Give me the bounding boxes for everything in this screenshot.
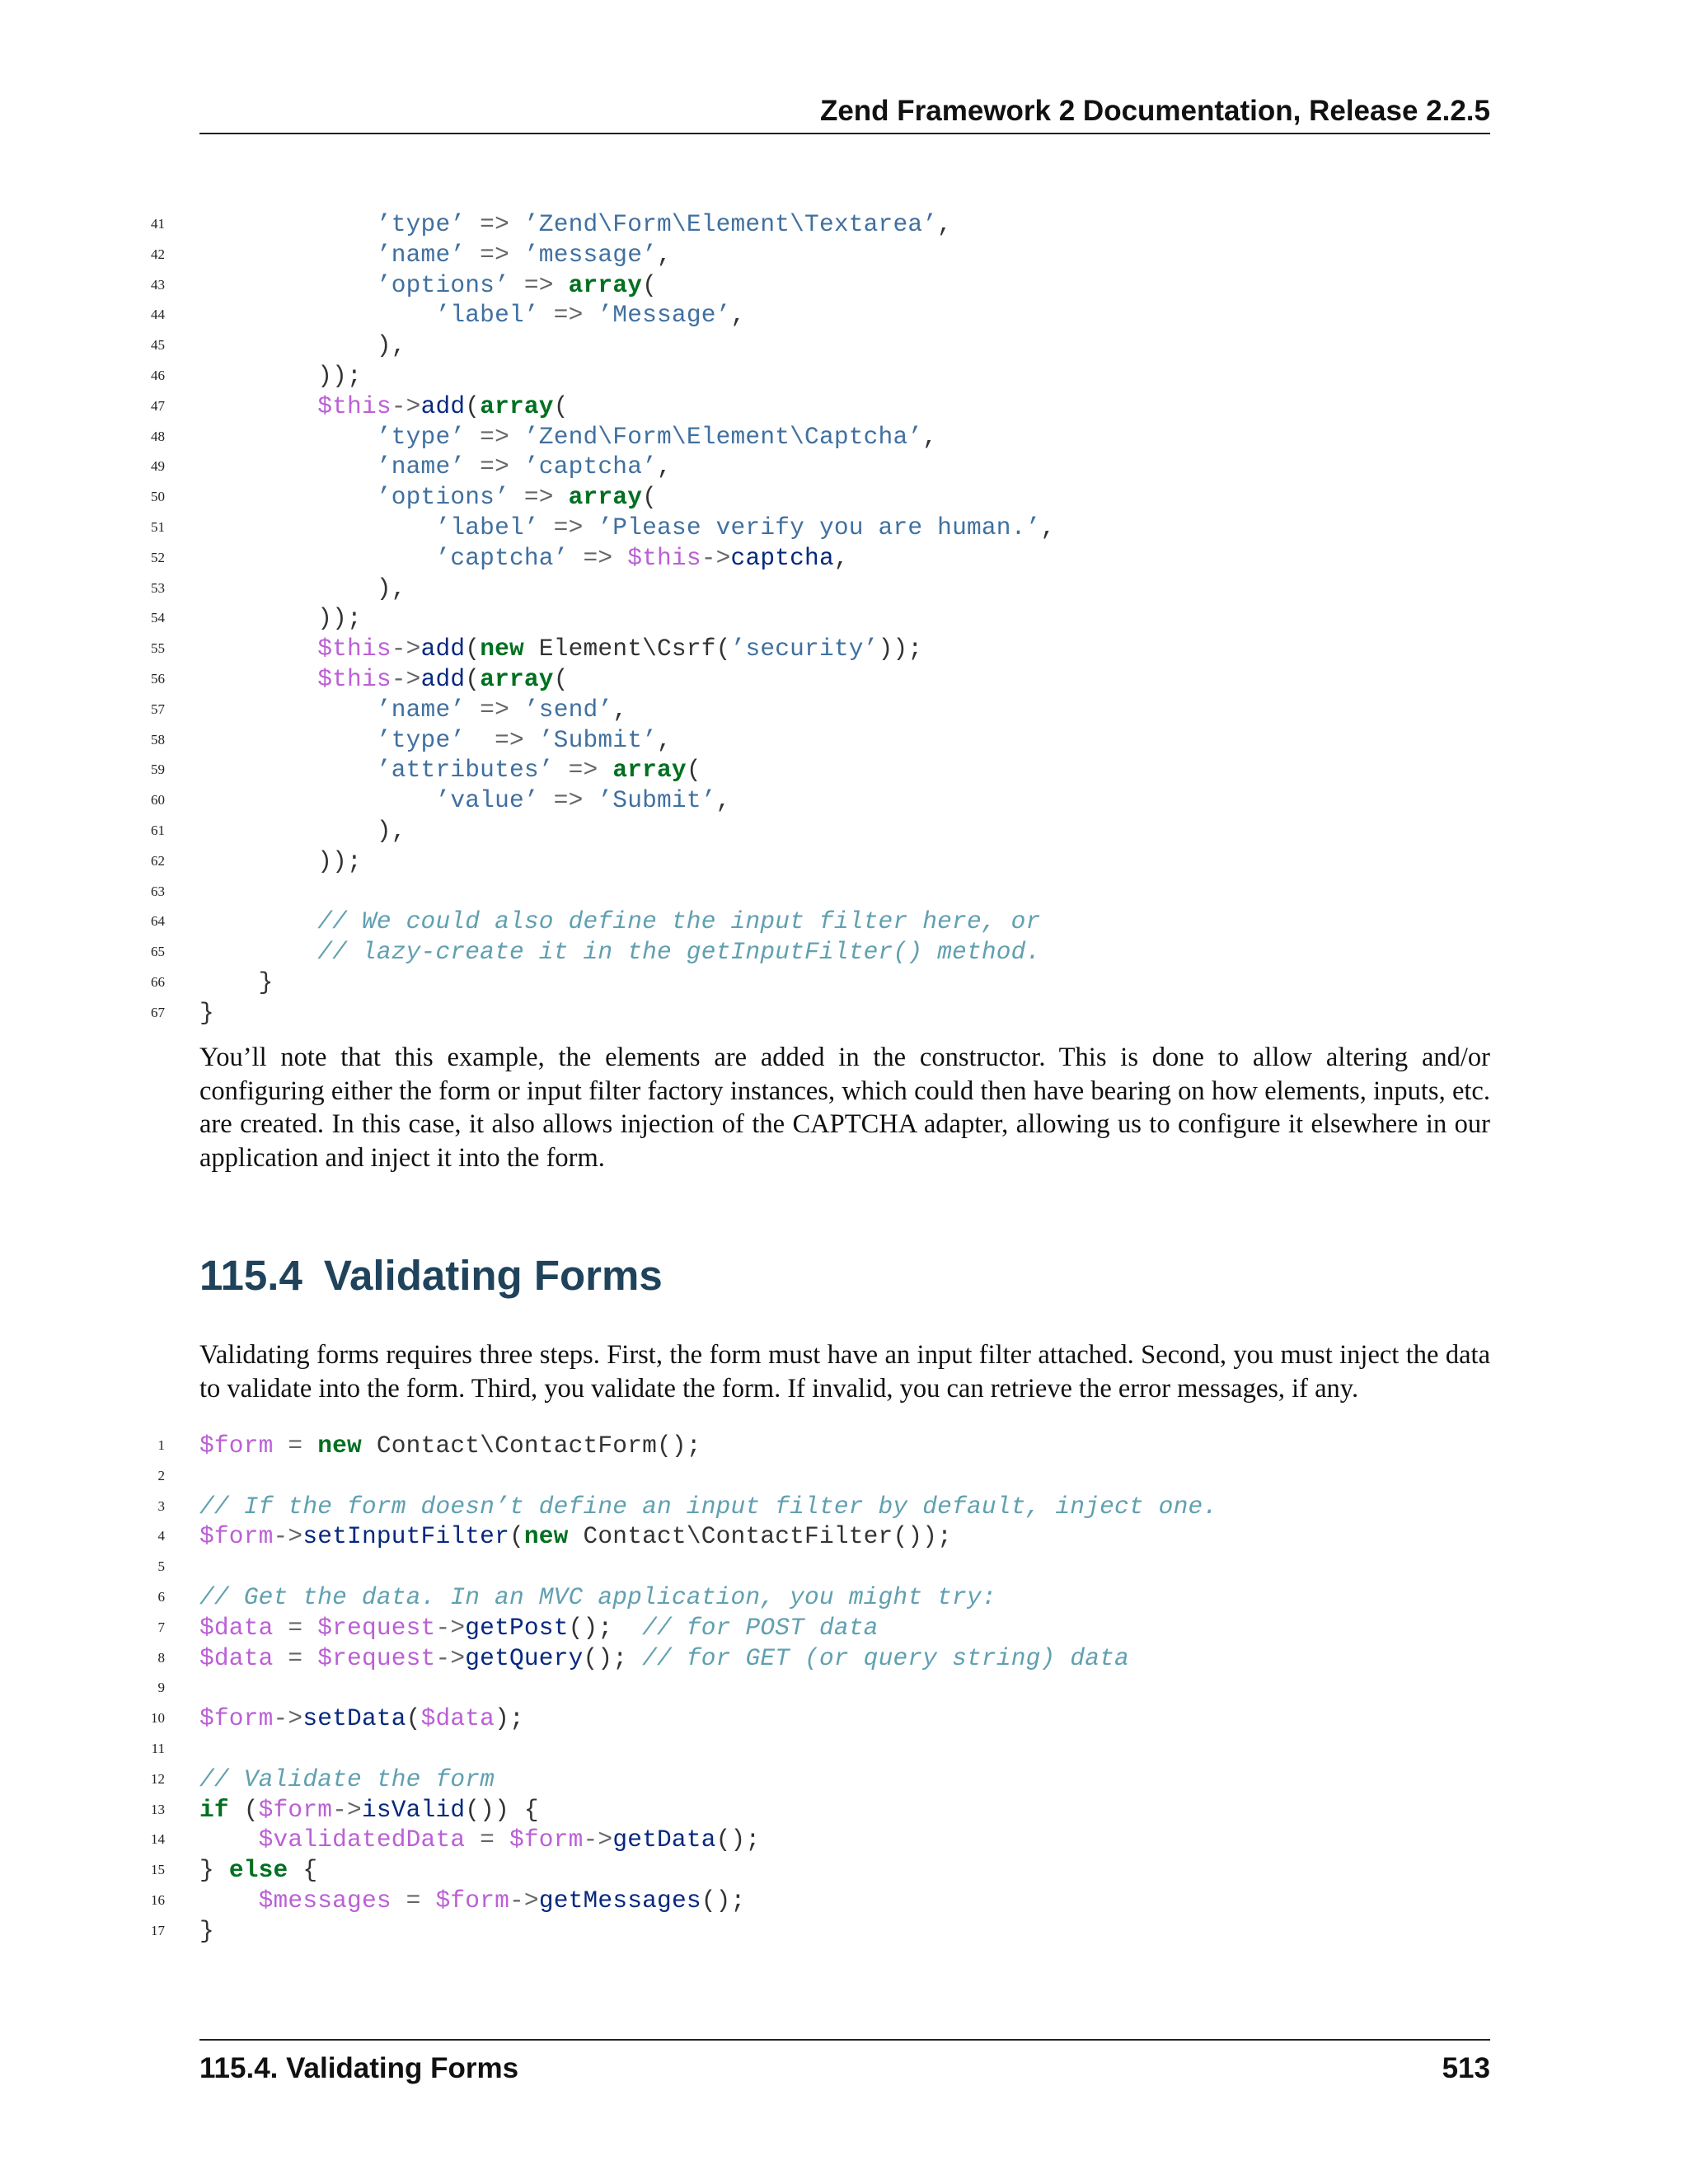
code-token: $form xyxy=(509,1825,584,1854)
code-token: = xyxy=(273,1643,318,1672)
code-line xyxy=(0,513,1566,543)
code-text xyxy=(199,907,1040,937)
code-line xyxy=(0,664,1566,695)
code-token: ’name’ xyxy=(376,452,466,481)
code-token: new xyxy=(317,1432,362,1460)
code-token: , xyxy=(730,301,746,330)
code-token: } xyxy=(199,998,214,1027)
code-token: $messages xyxy=(258,1886,392,1915)
code-token: -> xyxy=(583,1825,613,1854)
code-token: = xyxy=(391,1886,436,1915)
line-number: 67 xyxy=(151,1004,165,1020)
code-token: getPost xyxy=(465,1613,569,1642)
code-token: ), xyxy=(199,331,406,360)
line-number: 58 xyxy=(151,731,165,748)
code-line xyxy=(0,1461,1566,1492)
code-line xyxy=(0,1795,1566,1825)
line-number: 8 xyxy=(157,1649,165,1666)
code-text xyxy=(199,725,672,756)
line-number: 63 xyxy=(151,883,165,899)
code-token: -> xyxy=(701,543,731,572)
code-token: ’attributes’ xyxy=(376,756,554,785)
code-token: , xyxy=(1040,513,1056,541)
code-token: , xyxy=(922,422,938,451)
code-token xyxy=(199,423,377,451)
code-token: = xyxy=(465,1825,509,1854)
code-token: $this xyxy=(317,635,392,663)
code-text xyxy=(199,603,362,634)
line-number: 52 xyxy=(151,549,165,565)
code-token: -> xyxy=(273,1704,303,1733)
code-token: => xyxy=(568,543,628,572)
code-token: (); xyxy=(583,1643,643,1672)
code-token: , xyxy=(657,452,672,481)
code-token: ( xyxy=(553,391,569,420)
code-token xyxy=(199,907,317,935)
code-line xyxy=(0,1552,1566,1582)
line-number: 51 xyxy=(151,518,165,535)
code-line xyxy=(0,1492,1566,1522)
code-token: ( xyxy=(465,391,481,420)
code-token: (); xyxy=(568,1613,643,1642)
code-token: -> xyxy=(391,391,421,420)
code-token: $this xyxy=(317,391,392,420)
code-text xyxy=(199,968,274,998)
code-text xyxy=(199,1521,952,1552)
code-token: )); xyxy=(199,604,362,633)
code-text xyxy=(199,1582,996,1613)
code-token: $form xyxy=(435,1886,509,1915)
code-token: ( xyxy=(228,1795,259,1824)
code-line xyxy=(0,695,1566,725)
code-line xyxy=(0,574,1566,604)
code-text xyxy=(199,634,922,664)
code-token: ’Message’ xyxy=(598,301,731,330)
code-text xyxy=(199,1492,1217,1522)
code-text xyxy=(199,452,672,482)
line-number: 42 xyxy=(151,246,165,262)
code-token: // for POST data xyxy=(642,1613,879,1642)
code-text xyxy=(199,1765,495,1795)
page-header xyxy=(199,93,1490,134)
line-number: 49 xyxy=(151,458,165,475)
code-line xyxy=(0,240,1566,270)
code-token: )); xyxy=(199,361,362,390)
code-text xyxy=(199,998,214,1029)
code-line xyxy=(0,300,1566,330)
code-token: ’Zend\Form\Element\Textarea’ xyxy=(523,210,938,238)
code-line xyxy=(0,785,1566,816)
code-token xyxy=(199,452,377,480)
code-line xyxy=(0,1704,1566,1734)
code-line xyxy=(0,482,1566,513)
code-line xyxy=(0,209,1566,240)
code-text xyxy=(199,270,657,301)
code-token: ( xyxy=(553,664,569,693)
code-text xyxy=(199,1643,1129,1674)
code-token xyxy=(199,301,435,329)
code-token: getQuery xyxy=(465,1643,584,1672)
code-token: $data xyxy=(199,1613,274,1642)
code-text xyxy=(199,664,569,695)
code-text xyxy=(199,391,569,422)
code-text xyxy=(199,513,1055,543)
code-text xyxy=(199,695,627,725)
line-number: 2 xyxy=(157,1467,165,1483)
line-number: 45 xyxy=(151,337,165,354)
code-token: // If the form doesn’t define an input filter by default, inject one. xyxy=(199,1492,1218,1521)
line-number: 61 xyxy=(151,822,165,838)
code-token xyxy=(199,1886,259,1915)
line-number: 11 xyxy=(151,1740,165,1756)
code-text xyxy=(199,755,701,785)
code-token: $form xyxy=(199,1432,274,1460)
line-number: 15 xyxy=(151,1862,165,1878)
code-line xyxy=(0,452,1566,482)
code-token: => xyxy=(553,756,613,785)
code-token: -> xyxy=(273,1522,303,1551)
line-number: 13 xyxy=(151,1801,165,1817)
running-title: Zend Framework 2 Documentation, Release 2.2.5 xyxy=(819,95,1490,127)
code-line xyxy=(0,998,1566,1029)
page-number: 513 xyxy=(1442,2052,1490,2084)
code-token: ( xyxy=(509,1522,524,1551)
line-number: 1 xyxy=(157,1437,165,1453)
code-token: add xyxy=(420,664,466,693)
code-token: -> xyxy=(332,1795,362,1824)
code-line xyxy=(0,725,1566,756)
code-token: = xyxy=(273,1613,318,1642)
code-token: => xyxy=(509,483,569,512)
code-token: => xyxy=(465,240,524,269)
code-token: )); xyxy=(878,635,923,663)
code-token: ’security’ xyxy=(730,635,879,663)
code-text xyxy=(199,1825,760,1855)
code-line xyxy=(0,422,1566,452)
code-token: // lazy-create it in the getInputFilter() method. xyxy=(317,938,1041,967)
body-paragraph-constructor-note: You’ll note that this example, the elements are added in the constructor. This is done to allow altering and/or configuring either the form or input filter factory instances, which could then have bearing on how elements, inputs, etc. are created. In this case, it also allows injection of the CAPTCHA adapter, allowing us to configure it elsewhere in our application and inject it into the form. xyxy=(199,1043,1490,1173)
code-token: => xyxy=(538,786,598,815)
code-token: -> xyxy=(435,1613,466,1642)
code-token: $form xyxy=(199,1522,274,1551)
code-token: , xyxy=(657,240,672,269)
code-token: array xyxy=(612,756,687,785)
section-number: 115.4 xyxy=(199,1252,302,1299)
code-token: => xyxy=(509,270,569,299)
code-token: new xyxy=(480,635,524,663)
code-token: , xyxy=(715,786,731,815)
code-line xyxy=(0,603,1566,634)
code-token: ’send’ xyxy=(523,695,613,724)
line-number: 60 xyxy=(151,792,165,808)
code-token: => xyxy=(465,725,539,754)
code-token xyxy=(199,696,377,724)
code-token: , xyxy=(657,725,672,754)
code-token: , xyxy=(937,210,953,238)
code-token: -> xyxy=(509,1886,539,1915)
code-line xyxy=(0,270,1566,301)
line-number: 50 xyxy=(151,489,165,505)
code-token: Contact\ContactFilter()); xyxy=(568,1522,953,1551)
code-text xyxy=(199,240,672,270)
code-token: array xyxy=(568,483,643,512)
code-line xyxy=(0,391,1566,422)
code-text xyxy=(199,937,1040,968)
code-token: // We could also define the input filter here, or xyxy=(317,907,1041,936)
code-token: Element\Csrf( xyxy=(523,635,731,663)
code-token: array xyxy=(480,391,554,420)
code-text xyxy=(199,1886,745,1916)
code-token: ( xyxy=(686,756,701,785)
code-token: -> xyxy=(391,664,421,693)
code-token: => xyxy=(465,452,524,481)
code-token: ( xyxy=(642,270,658,299)
line-number: 46 xyxy=(151,367,165,383)
code-token: ’type’ xyxy=(376,210,466,238)
code-text xyxy=(199,361,362,391)
code-token: ), xyxy=(199,574,406,602)
code-token: captcha xyxy=(730,543,834,572)
line-number: 54 xyxy=(151,610,165,626)
code-token xyxy=(199,483,377,511)
line-number: 16 xyxy=(151,1891,165,1908)
code-token xyxy=(199,938,317,966)
code-token: getData xyxy=(612,1825,716,1854)
line-number: 14 xyxy=(151,1831,165,1848)
code-token: ( xyxy=(642,483,658,512)
code-line xyxy=(0,1673,1566,1704)
code-token xyxy=(199,726,377,754)
line-number: 48 xyxy=(151,428,165,444)
code-token xyxy=(199,635,317,663)
line-number: 6 xyxy=(157,1588,165,1605)
code-token: // Validate the form xyxy=(199,1765,495,1793)
code-token: $form xyxy=(199,1704,274,1733)
line-number: 65 xyxy=(151,944,165,960)
line-number: 17 xyxy=(151,1922,165,1938)
code-text xyxy=(199,1431,701,1461)
code-text xyxy=(199,482,657,513)
code-line xyxy=(0,1825,1566,1855)
code-token xyxy=(199,756,377,784)
code-text xyxy=(199,330,406,361)
code-token: , xyxy=(833,543,849,572)
line-number: 4 xyxy=(157,1528,165,1544)
code-text xyxy=(199,300,745,330)
code-block-validation-example xyxy=(0,1431,1566,1947)
code-text xyxy=(199,785,731,816)
code-token: if xyxy=(199,1795,229,1824)
line-number: 41 xyxy=(151,216,165,232)
code-token: ’Zend\Form\Element\Captcha’ xyxy=(523,422,923,451)
code-token: // Get the data. In an MVC application, you might try: xyxy=(199,1582,996,1611)
code-token xyxy=(199,513,435,541)
code-token: setInputFilter xyxy=(302,1522,509,1551)
code-token: $request xyxy=(317,1643,436,1672)
code-text xyxy=(199,422,937,452)
code-token: $data xyxy=(420,1704,495,1733)
code-line xyxy=(0,907,1566,937)
code-text xyxy=(199,209,952,240)
code-token xyxy=(199,392,317,420)
code-token: add xyxy=(420,635,466,663)
code-line xyxy=(0,1643,1566,1674)
code-line xyxy=(0,1855,1566,1886)
code-token: Contact\ContactForm(); xyxy=(361,1432,701,1460)
code-block-form-constructor xyxy=(0,209,1566,1029)
code-token: ’message’ xyxy=(523,240,658,269)
line-number: 55 xyxy=(151,640,165,657)
line-number: 47 xyxy=(151,397,165,414)
code-token: ’options’ xyxy=(376,483,509,512)
code-token: ’captcha’ xyxy=(523,452,658,481)
code-token: ( xyxy=(465,635,481,663)
code-line xyxy=(0,330,1566,361)
code-text xyxy=(199,816,406,846)
section-heading xyxy=(199,1249,663,1302)
line-number: 12 xyxy=(151,1770,165,1787)
line-number: 66 xyxy=(151,973,165,990)
code-token: ’Submit’ xyxy=(598,786,716,815)
code-token: $this xyxy=(627,543,701,572)
code-token: , xyxy=(612,695,628,724)
code-token: getMessages xyxy=(538,1886,701,1915)
code-text xyxy=(199,543,849,574)
code-token: } xyxy=(199,968,274,996)
code-token xyxy=(199,210,377,238)
code-token: $validatedData xyxy=(258,1825,466,1854)
code-token xyxy=(199,241,377,269)
code-token: // for GET (or query string) data xyxy=(642,1643,1129,1672)
page-footer xyxy=(199,2039,1490,2082)
code-line xyxy=(0,361,1566,391)
code-token: ’Please verify you are human.’ xyxy=(598,513,1041,541)
code-token: $request xyxy=(317,1613,436,1642)
code-text xyxy=(199,1916,214,1947)
code-token xyxy=(199,544,435,572)
code-line xyxy=(0,1916,1566,1947)
code-token: ’captcha’ xyxy=(435,543,569,572)
line-number: 3 xyxy=(157,1497,165,1514)
code-line xyxy=(0,543,1566,574)
code-token: } xyxy=(199,1916,214,1945)
code-token: else xyxy=(228,1856,288,1885)
code-line xyxy=(0,877,1566,907)
line-number: 53 xyxy=(151,579,165,596)
code-token: array xyxy=(568,270,643,299)
line-number: 43 xyxy=(151,276,165,293)
code-token: setData xyxy=(302,1704,406,1733)
code-token: -> xyxy=(391,635,421,663)
code-token xyxy=(199,786,435,814)
code-line xyxy=(0,1765,1566,1795)
code-token xyxy=(199,665,317,693)
line-number: 64 xyxy=(151,913,165,930)
code-token: array xyxy=(480,664,554,693)
code-token: ’type’ xyxy=(376,725,466,754)
code-text xyxy=(199,574,406,604)
code-token: ’type’ xyxy=(376,422,466,451)
line-number: 7 xyxy=(157,1619,165,1635)
code-token: new xyxy=(523,1522,569,1551)
code-line xyxy=(0,1431,1566,1461)
code-token: add xyxy=(420,391,466,420)
code-line xyxy=(0,846,1566,877)
line-number: 59 xyxy=(151,762,165,778)
code-line xyxy=(0,968,1566,998)
code-line xyxy=(0,1886,1566,1916)
code-token: => xyxy=(465,695,524,724)
code-line xyxy=(0,1521,1566,1552)
line-number: 9 xyxy=(157,1680,165,1696)
code-token: -> xyxy=(435,1643,466,1672)
code-token: $this xyxy=(317,664,392,693)
code-token: = xyxy=(273,1432,318,1460)
code-line xyxy=(0,755,1566,785)
line-number: 56 xyxy=(151,670,165,687)
code-token: ’options’ xyxy=(376,270,509,299)
line-number: 5 xyxy=(157,1558,165,1575)
code-token: ( xyxy=(465,664,481,693)
code-token: ), xyxy=(199,816,406,845)
code-text xyxy=(199,846,362,877)
code-token: => xyxy=(538,301,598,330)
code-token: $form xyxy=(258,1795,333,1824)
code-text xyxy=(199,1613,879,1643)
code-text xyxy=(199,1795,539,1825)
line-number: 57 xyxy=(151,701,165,717)
code-token: ’label’ xyxy=(435,301,539,330)
code-line xyxy=(0,937,1566,968)
code-token: ( xyxy=(406,1704,421,1733)
code-token: ()) { xyxy=(465,1795,539,1824)
code-token: ’label’ xyxy=(435,513,539,541)
code-token: => xyxy=(465,422,524,451)
code-line xyxy=(0,1582,1566,1613)
code-token xyxy=(199,1825,259,1854)
code-token: ’name’ xyxy=(376,695,466,724)
code-token: isValid xyxy=(361,1795,466,1824)
line-number: 44 xyxy=(151,307,165,323)
code-token: => xyxy=(465,210,524,238)
code-token: { xyxy=(288,1856,318,1885)
code-line xyxy=(0,1734,1566,1765)
code-token: } xyxy=(199,1856,229,1885)
code-text xyxy=(199,1704,524,1734)
code-line xyxy=(0,634,1566,664)
code-token: (); xyxy=(715,1825,761,1854)
code-text xyxy=(199,1855,317,1886)
code-token: )); xyxy=(199,846,362,875)
code-token: ’value’ xyxy=(435,786,539,815)
code-token: ); xyxy=(495,1704,524,1733)
code-line xyxy=(0,1613,1566,1643)
body-paragraph-validation-steps: Validating forms requires three steps. First, the form must have an input filter attached. Second, you must inject the data to validate into the form. Third, you validate the form. If invalid, you can retrieve the error messages, if any. xyxy=(199,1340,1490,1404)
code-token: (); xyxy=(701,1886,746,1915)
code-token: ’name’ xyxy=(376,240,466,269)
footer-section-label: 115.4. Validating Forms xyxy=(199,2052,519,2084)
line-number: 10 xyxy=(151,1710,165,1727)
code-token xyxy=(199,271,377,299)
code-token: ’Submit’ xyxy=(538,725,658,754)
code-token: => xyxy=(538,513,598,541)
code-line xyxy=(0,816,1566,846)
code-token: $data xyxy=(199,1643,274,1672)
line-number: 62 xyxy=(151,852,165,869)
section-title-text: Validating Forms xyxy=(323,1252,663,1299)
